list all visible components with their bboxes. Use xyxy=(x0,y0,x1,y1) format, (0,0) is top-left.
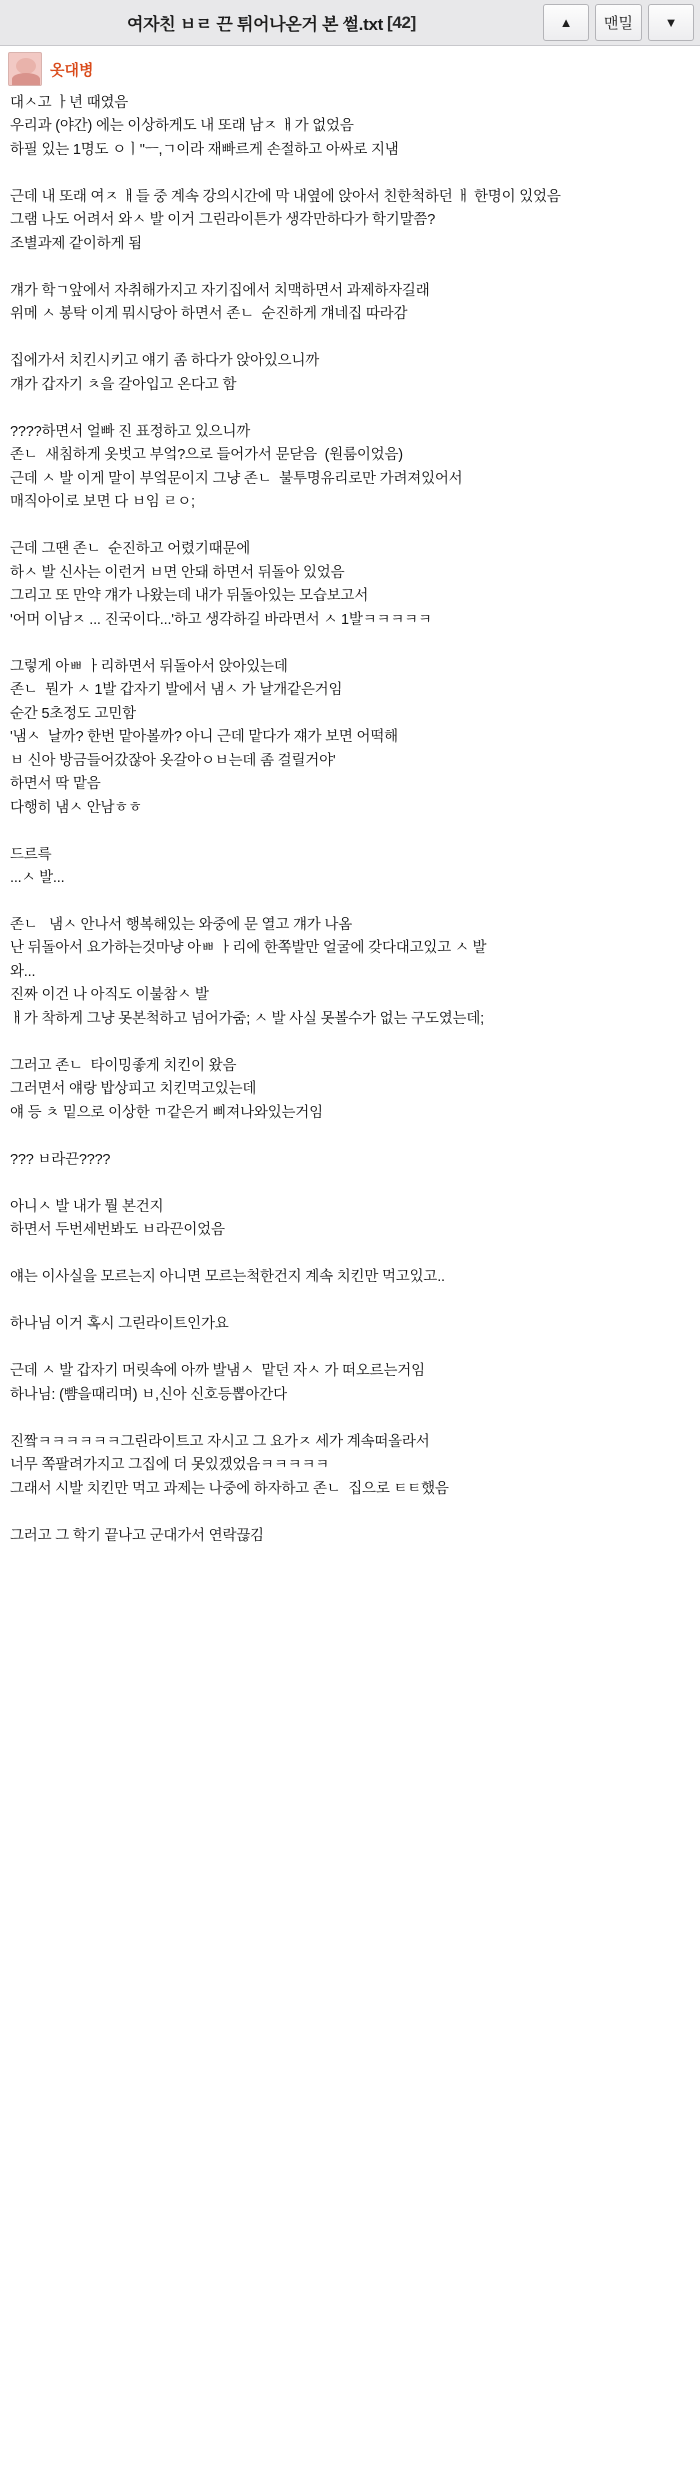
post-paragraph: 순간 5초정도 고민함 xyxy=(10,705,136,722)
post-paragraph: 하면서 딱 맡음 xyxy=(10,776,101,793)
paragraph-spacer xyxy=(10,162,690,185)
post-paragraph: '냄ㅅ 날까? 한번 맡아볼까? 아니 근데 맡다가 쟤가 보면 어떡해 xyxy=(10,729,398,746)
post-paragraph: 그래서 시발 치킨만 먹고 과제는 나중에 하자하고 존ㄴ 집으로 ㅌㅌ했음 xyxy=(10,1480,449,1497)
post-paragraph: 그리고 또 만약 걔가 나왔는데 내가 뒤돌아있는 모습보고서 xyxy=(10,588,369,605)
post-paragraph: 조별과제 같이하게 됨 xyxy=(10,235,142,252)
post-paragraph: 너무 쪽팔려가지고 그집에 더 못있겠었음ㅋㅋㅋㅋㅋ xyxy=(10,1457,330,1474)
post-paragraph: 위메 ㅅ 봉탁 이게 뭐시당아 하면서 존ㄴ 순진하게 걔네집 따라감 xyxy=(10,306,408,323)
post-paragraph: 아니ㅅ 발 내가 뭘 본건지 xyxy=(10,1198,164,1215)
next-post-button[interactable] xyxy=(648,4,694,41)
post-paragraph: 다행히 냄ㅅ 안남ㅎㅎ xyxy=(10,799,142,816)
post-body xyxy=(0,90,700,1572)
post-paragraph: 근데 ㅅ 발 이게 말이 부엌문이지 그냥 존ㄴ 불투명유리로만 가려져있어서 xyxy=(10,470,463,487)
author-row xyxy=(0,46,700,90)
triangle-down-icon: ▼ xyxy=(664,15,678,30)
post-paragraph: '어머 이남ㅈ ... 진국이다...'하고 생각하길 바라면서 ㅅ 1발ㅋㅋㅋㅋㅋ xyxy=(10,611,432,628)
post-paragraph: ????하면서 얼빠 진 표정하고 있으니까 xyxy=(10,423,251,440)
page-title xyxy=(6,4,537,41)
post-paragraph: 근데 그땐 존ㄴ 순진하고 어렸기때문에 xyxy=(10,541,251,558)
post-paragraph: 존ㄴ 뭔가 ㅅ 1발 갑자기 발에서 냄ㅅ 가 날개같은거임 xyxy=(10,682,343,699)
paragraph-spacer xyxy=(10,820,690,843)
post-paragraph: 하ㅅ 발 신사는 이런거 ㅂ면 안돼 하면서 뒤돌아 있었음 xyxy=(10,564,345,581)
list-button[interactable] xyxy=(595,4,642,41)
paragraph-spacer xyxy=(10,890,690,913)
post-paragraph: ㅂ 신아 방금들어갔잖아 옷갈아ㅇㅂ는데 좀 걸릴거야' xyxy=(10,752,336,769)
paragraph-spacer xyxy=(10,1172,690,1195)
post-paragraph: 매직아이로 보면 다 ㅂ임 ㄹㅇ; xyxy=(10,494,195,511)
paragraph-spacer xyxy=(10,1125,690,1148)
post-paragraph: 얘 등 ㅊ 밑으로 이상한 ㄲ같은거 삐져나와있는거임 xyxy=(10,1104,323,1121)
paragraph-spacer xyxy=(10,1407,690,1430)
post-paragraph: 걔가 학ㄱ앞에서 자취해가지고 자기집에서 치맥하면서 과제하자길래 xyxy=(10,282,430,299)
post-paragraph: ??? ㅂ라끈???? xyxy=(10,1151,111,1168)
post-paragraph: 얘는 이사실을 모르는지 아니면 모르는척한건지 계속 치킨만 먹고있고.. xyxy=(10,1269,445,1286)
post-paragraph: 하면서 두번세번봐도 ㅂ라끈이었음 xyxy=(10,1222,225,1239)
post-paragraph: 하나님: (뺨을때리며) ㅂ,신아 신호등뽑아간다 xyxy=(10,1386,287,1403)
paragraph-spacer xyxy=(10,1501,690,1524)
post-paragraph: 그러고 그 학기 끝나고 군대가서 연락끊김 xyxy=(10,1527,264,1544)
post-paragraph: 그램 나도 어려서 와ㅅ 발 이거 그린라이튼가 생각만하다가 학기말쯤? xyxy=(10,212,436,229)
author-name[interactable]: 옷대병 xyxy=(50,61,94,79)
post-paragraph: 존ㄴ 새침하게 옷벗고 부엌?으로 들어가서 문닫음 (원룸이었음) xyxy=(10,447,403,464)
prev-post-button[interactable] xyxy=(543,4,589,41)
post-paragraph: 진짴ㅋㅋㅋㅋㅋㅋ그린라이트고 자시고 그 요가ㅈ 세가 계속떠올라서 xyxy=(10,1433,430,1450)
post-paragraph: 대ㅅ고 ㅏ년 때였음 xyxy=(10,95,129,111)
paragraph-spacer xyxy=(10,1031,690,1054)
paragraph-spacer xyxy=(10,397,690,420)
post-paragraph: 우리과 (야간) 에는 이상하게도 내 또래 남ㅈ ㅐ가 없었음 xyxy=(10,118,354,135)
list-button-label: 맨밀 xyxy=(604,15,633,32)
paragraph-spacer xyxy=(10,327,690,350)
paragraph-spacer xyxy=(10,515,690,538)
post-paragraph: 그러면서 얘랑 밥상피고 치킨먹고있는데 xyxy=(10,1081,257,1098)
post-paragraph: 드르륵 xyxy=(10,846,52,863)
paragraph-spacer xyxy=(10,1337,690,1360)
post-header-bar xyxy=(0,0,700,46)
post-paragraph: 하나님 이거 혹시 그린라이트인가요 xyxy=(10,1316,229,1333)
triangle-up-icon: ▲ xyxy=(559,15,573,30)
post-paragraph: 그렇게 아ㅃ ㅏ리하면서 뒤돌아서 앉아있는데 xyxy=(10,658,288,675)
post-paragraph: ㅐ가 착하게 그냥 못본척하고 넘어가줌; ㅅ 발 사실 못볼수가 없는 구도였는데; xyxy=(10,1010,484,1027)
post-paragraph: 근데 ㅅ 발 갑자기 머릿속에 아까 발냄ㅅ 맡던 자ㅅ 가 떠오르는거임 xyxy=(10,1363,425,1380)
post-paragraph: 걔가 갑자기 ㅊ을 갈아입고 온다고 함 xyxy=(10,376,237,393)
paragraph-spacer xyxy=(10,632,690,655)
paragraph-spacer xyxy=(10,256,690,279)
comment-count-badge: [42] xyxy=(386,12,417,32)
post-paragraph: 와... xyxy=(10,963,36,980)
avatar[interactable] xyxy=(8,52,42,86)
post-paragraph: 그러고 존ㄴ 타이밍좋게 치킨이 왔음 xyxy=(10,1057,237,1074)
post-paragraph: 난 뒤돌아서 요가하는것마냥 아ㅃ ㅏ리에 한쪽발만 얼굴에 갖다대고있고 ㅅ 발 xyxy=(10,940,487,957)
paragraph-spacer xyxy=(10,1243,690,1266)
post-paragraph: 근데 내 또래 여ㅈ ㅐ들 중 계속 강의시간에 막 내옆에 앉아서 친한척하던 ㅐ 한명이 있었음 xyxy=(10,188,561,205)
post-paragraph: ...ㅅ 발... xyxy=(10,869,65,886)
post-title-text: 여자친 ㅂㄹ 끈 튀어나온거 본 썰.txt xyxy=(126,15,383,34)
post-paragraph: 하필 있는 1명도 ㅇㅣ"ㅡ,ㄱ이라 재빠르게 손절하고 아싸로 지냄 xyxy=(10,141,399,158)
post-paragraph: 집에가서 치킨시키고 얘기 좀 하다가 앉아있으니까 xyxy=(10,353,320,370)
post-paragraph: 존ㄴ 냄ㅅ 안나서 행복해있는 와중에 문 열고 걔가 나옴 xyxy=(10,916,353,933)
post-paragraph: 진짜 이건 나 아직도 이불참ㅅ 발 xyxy=(10,987,209,1004)
paragraph-spacer xyxy=(10,1290,690,1313)
